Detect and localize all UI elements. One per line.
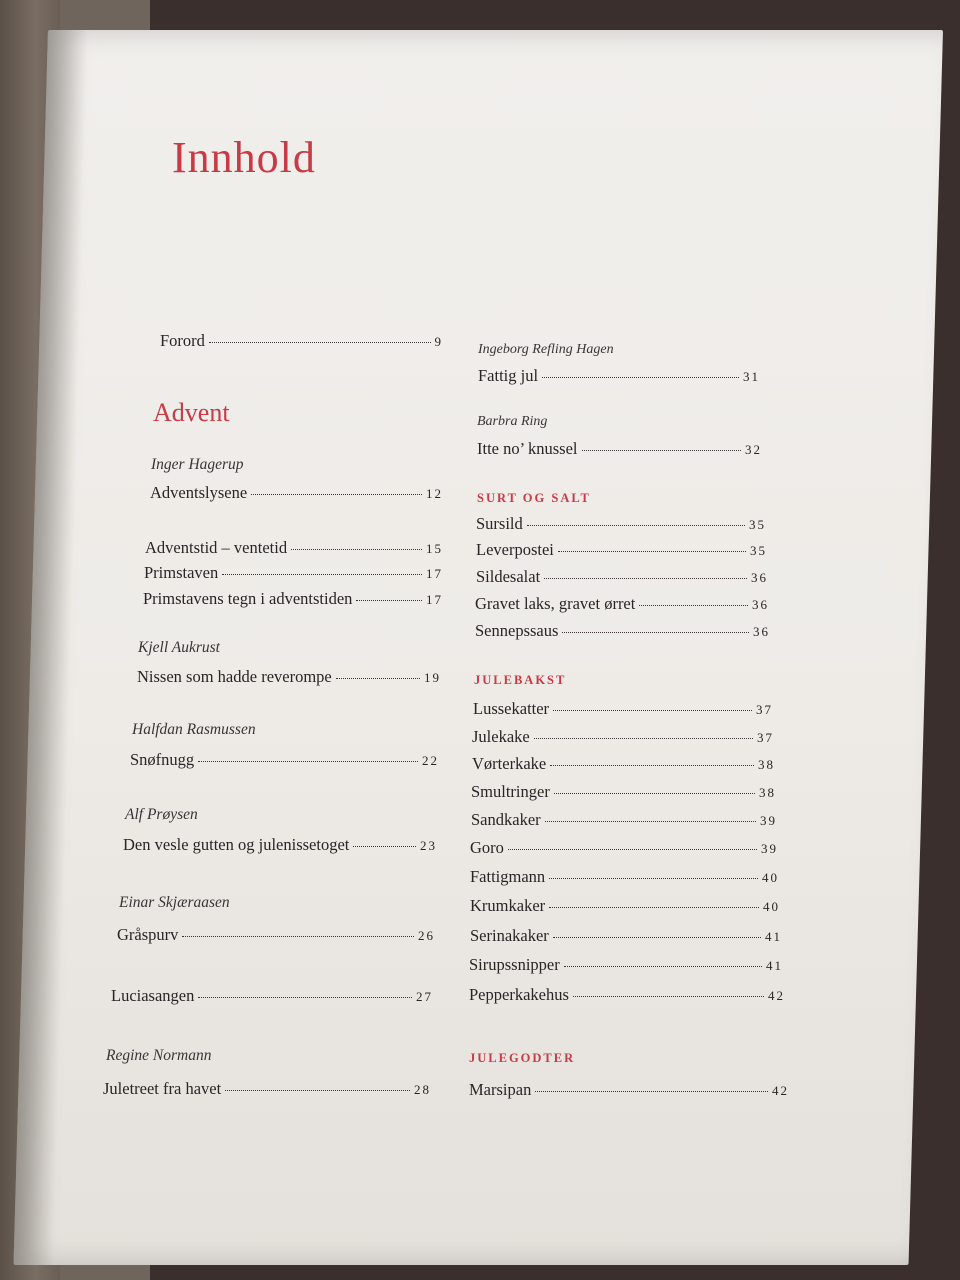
entry-page: 27 (416, 989, 433, 1004)
author-name: Einar Skjæraasen (119, 894, 230, 911)
leader-dots (356, 600, 422, 601)
leader-dots (639, 605, 748, 606)
entry-page: 40 (762, 870, 779, 885)
entry-label: Adventslysene (150, 483, 248, 502)
entry-page: 42 (768, 988, 785, 1003)
toc-entry[interactable] (473, 699, 773, 719)
entry-label: Goro (470, 838, 504, 857)
leader-dots (336, 678, 420, 679)
entry-page: 35 (749, 517, 766, 532)
group-heading: JULEGODTER (469, 1051, 576, 1065)
entry-page: 31 (743, 369, 760, 384)
leader-dots (544, 578, 747, 579)
entry-page: 35 (750, 543, 767, 558)
leader-dots (542, 377, 739, 378)
entry-label: Krumkaker (470, 896, 546, 915)
leader-dots (209, 342, 431, 343)
toc-entry[interactable] (111, 986, 433, 1006)
entry-page: 40 (763, 899, 780, 914)
toc-entry[interactable] (103, 1079, 431, 1099)
entry-label: Luciasangen (111, 986, 195, 1005)
entry-label: Snøfnugg (130, 750, 195, 769)
entry-label: Julekake (472, 727, 530, 746)
toc-entry[interactable] (476, 567, 768, 587)
entry-page: 9 (434, 334, 443, 349)
entry-page: 37 (757, 730, 774, 745)
entry-label: Gråspurv (117, 925, 179, 944)
toc-entry[interactable] (475, 621, 770, 641)
leader-dots (198, 761, 418, 762)
entry-label: Fattig jul (478, 366, 539, 385)
author-name: Ingeborg Refling Hagen (478, 342, 614, 357)
leader-dots (549, 907, 759, 908)
entry-label: Den vesle gutten og julenissetoget (123, 835, 350, 854)
entry-label: Primstaven (144, 563, 219, 582)
toc-entry[interactable] (470, 926, 782, 946)
leader-dots (353, 846, 416, 847)
entry-page: 38 (759, 785, 776, 800)
leader-dots (582, 450, 741, 451)
leader-dots (535, 1091, 768, 1092)
entry-label: Marsipan (469, 1080, 532, 1099)
toc-entry[interactable] (471, 810, 777, 830)
leader-dots (564, 966, 762, 967)
leader-dots (562, 632, 749, 633)
group-heading: JULEBAKST (474, 673, 567, 687)
toc-entry[interactable] (470, 838, 778, 858)
leader-dots (550, 765, 754, 766)
toc-entry[interactable] (137, 667, 441, 687)
toc-entry[interactable] (475, 594, 769, 614)
toc-entry[interactable] (469, 985, 785, 1005)
leader-dots (291, 549, 422, 550)
entry-label: Sandkaker (471, 810, 541, 829)
entry-page: 36 (751, 570, 768, 585)
leader-dots (508, 849, 757, 850)
leader-dots (225, 1090, 410, 1091)
leader-dots (182, 936, 414, 937)
entry-label: Sursild (476, 514, 523, 533)
toc-entry[interactable] (470, 896, 780, 916)
leader-dots (534, 738, 753, 739)
entry-page: 26 (418, 928, 435, 943)
toc-entry[interactable] (123, 835, 437, 855)
entry-page: 36 (753, 624, 770, 639)
entry-label: Juletreet fra havet (103, 1079, 222, 1098)
entry-label: Forord (160, 331, 205, 350)
toc-entry[interactable] (143, 589, 443, 609)
entry-page: 32 (745, 442, 762, 457)
entry-label: Sildesalat (476, 567, 541, 586)
toc-entry[interactable] (130, 750, 439, 770)
entry-page: 22 (422, 753, 439, 768)
toc-entry[interactable] (478, 366, 760, 386)
entry-page: 17 (426, 592, 443, 607)
entry-label: Gravet laks, gravet ørret (475, 594, 636, 613)
entry-page: 36 (752, 597, 769, 612)
leader-dots (222, 574, 422, 575)
toc-entry[interactable] (470, 867, 779, 887)
leader-dots (553, 710, 752, 711)
entry-page: 41 (765, 929, 782, 944)
entry-label: Itte no’ knussel (477, 439, 578, 458)
entry-page: 41 (766, 958, 783, 973)
toc-entry-forord[interactable] (160, 331, 443, 351)
entry-page: 19 (424, 670, 441, 685)
author-name: Alf Prøysen (125, 806, 198, 823)
leader-dots (558, 551, 746, 552)
toc-entry[interactable] (476, 540, 767, 560)
entry-label: Vørterkake (472, 754, 547, 773)
entry-page: 39 (761, 841, 778, 856)
toc-entry[interactable] (150, 483, 443, 503)
toc-entry[interactable] (472, 754, 775, 774)
toc-entry[interactable] (144, 563, 443, 583)
entry-page: 38 (758, 757, 775, 772)
page-title: Innhold (172, 133, 316, 182)
leader-dots (198, 997, 412, 998)
toc-entry[interactable] (472, 727, 774, 747)
entry-page: 28 (414, 1082, 431, 1097)
entry-page: 42 (772, 1083, 789, 1098)
leader-dots (553, 937, 761, 938)
group-heading: SURT OG SALT (477, 491, 591, 505)
entry-label: Nissen som hadde reverompe (137, 667, 332, 686)
toc-entry[interactable] (476, 514, 766, 534)
author-name: Inger Hagerup (151, 456, 244, 473)
entry-label: Adventstid – ventetid (145, 538, 288, 557)
entry-page: 17 (426, 566, 443, 581)
toc-entry[interactable] (469, 955, 783, 975)
author-name: Kjell Aukrust (138, 639, 220, 656)
toc-entry[interactable] (145, 538, 443, 558)
leader-dots (573, 996, 764, 997)
section-heading-advent: Advent (153, 398, 230, 427)
leader-dots (549, 878, 758, 879)
entry-page: 15 (426, 541, 443, 556)
leader-dots (527, 525, 745, 526)
entry-label: Primstavens tegn i adventstiden (143, 589, 353, 608)
author-name: Barbra Ring (477, 414, 548, 429)
entry-page: 12 (426, 486, 443, 501)
entry-label: Serinakaker (470, 926, 549, 945)
leader-dots (554, 793, 755, 794)
entry-label: Leverpostei (476, 540, 554, 559)
entry-label: Lussekatter (473, 699, 550, 718)
entry-label: Pepperkakehus (469, 985, 569, 1004)
entry-label: Fattigmann (470, 867, 546, 886)
toc-entry[interactable] (117, 925, 435, 945)
entry-label: Sennepssaus (475, 621, 559, 640)
leader-dots (251, 494, 422, 495)
author-name: Halfdan Rasmussen (132, 721, 256, 738)
toc-entry[interactable] (469, 1080, 789, 1100)
entry-page: 23 (420, 838, 437, 853)
toc-entry[interactable] (471, 782, 776, 802)
entry-page: 39 (760, 813, 777, 828)
toc-entry[interactable] (477, 439, 762, 459)
entry-label: Sirupssnipper (469, 955, 560, 974)
entry-page: 37 (756, 702, 773, 717)
leader-dots (545, 821, 756, 822)
entry-label: Smultringer (471, 782, 550, 801)
author-name: Regine Normann (106, 1047, 212, 1064)
